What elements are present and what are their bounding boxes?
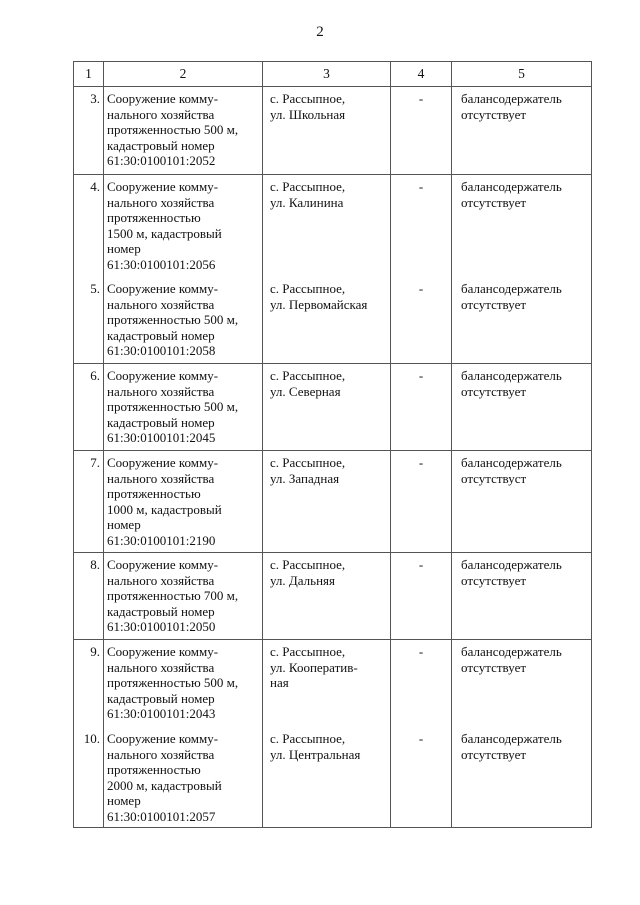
- column-4-value: -: [391, 727, 452, 828]
- table-row: [74, 640, 592, 727]
- table-row: [74, 727, 592, 828]
- balance-holder: балансодержатель отсутствует: [452, 277, 592, 364]
- row-number: 9.: [74, 640, 104, 727]
- property-registry-table: [73, 61, 592, 828]
- table-row: [74, 175, 592, 277]
- object-name: Сооружение комму- нального хозяйства протяженностью 500 м, кадастровый номер 61:30:0100101:2052: [104, 87, 263, 175]
- row-number: 10.: [74, 727, 104, 828]
- object-address: с. Рассыпное, ул. Первомайская: [263, 277, 391, 364]
- column-4-value: -: [391, 364, 452, 451]
- row-number: 7.: [74, 451, 104, 553]
- object-name: Сооружение комму- нального хозяйства протяженностью 500 м, кадастровый номер 61:30:0100101:2045: [104, 364, 263, 451]
- column-header: 3: [263, 62, 391, 87]
- table-header-row: [74, 62, 592, 87]
- column-header: 5: [452, 62, 592, 87]
- object-address: с. Рассыпное, ул. Школьная: [263, 87, 391, 175]
- column-header: 4: [391, 62, 452, 87]
- row-number: 3.: [74, 87, 104, 175]
- object-name: Сооружение комму- нального хозяйства протяженностью 2000 м, кадастровый номер 61:30:0100101:2057: [104, 727, 263, 828]
- table-row: [74, 87, 592, 175]
- balance-holder: балансодержатель отсутствуст: [452, 451, 592, 553]
- column-4-value: -: [391, 553, 452, 640]
- column-4-value: -: [391, 175, 452, 277]
- balance-holder: балансодержатель отсутствует: [452, 727, 592, 828]
- object-address: с. Рассыпное, ул. Дальняя: [263, 553, 391, 640]
- table-row: [74, 451, 592, 553]
- column-4-value: -: [391, 640, 452, 727]
- object-name: Сооружение комму- нального хозяйства протяженностью 700 м, кадастровый номер 61:30:0100101:2050: [104, 553, 263, 640]
- column-4-value: -: [391, 87, 452, 175]
- balance-holder: балансодержатель отсутствует: [452, 175, 592, 277]
- object-address: с. Рассыпное, ул. Центральная: [263, 727, 391, 828]
- column-header: 2: [104, 62, 263, 87]
- table-row: [74, 364, 592, 451]
- object-name: Сооружение комму- нального хозяйства протяженностью 1500 м, кадастровый номер 61:30:0100101:2056: [104, 175, 263, 277]
- object-name: Сооружение комму- нального хозяйства протяженностью 500 м, кадастровый номер 61:30:0100101:2058: [104, 277, 263, 364]
- page-number: 2: [316, 24, 324, 40]
- row-number: 5.: [74, 277, 104, 364]
- object-address: с. Рассыпное, ул. Северная: [263, 364, 391, 451]
- balance-holder: балансодержатель отсутствует: [452, 364, 592, 451]
- object-name: Сооружение комму- нального хозяйства протяженностью 500 м, кадастровый номер 61:30:0100101:2043: [104, 640, 263, 727]
- balance-holder: балансодержатель отсутствует: [452, 640, 592, 727]
- column-4-value: -: [391, 277, 452, 364]
- row-number: 4.: [74, 175, 104, 277]
- row-number: 6.: [74, 364, 104, 451]
- object-address: с. Рассыпное, ул. Западная: [263, 451, 391, 553]
- row-number: 8.: [74, 553, 104, 640]
- object-address: с. Рассыпное, ул. Кооператив- ная: [263, 640, 391, 727]
- column-4-value: -: [391, 451, 452, 553]
- object-address: с. Рассыпное, ул. Калинина: [263, 175, 391, 277]
- table-row: [74, 277, 592, 364]
- balance-holder: балансодержатель отсутствует: [452, 553, 592, 640]
- column-header: 1: [74, 62, 104, 87]
- object-name: Сооружение комму- нального хозяйства протяженностью 1000 м, кадастровый номер 61:30:0100101:2190: [104, 451, 263, 553]
- balance-holder: балансодержатель отсутствует: [452, 87, 592, 175]
- table-row: [74, 553, 592, 640]
